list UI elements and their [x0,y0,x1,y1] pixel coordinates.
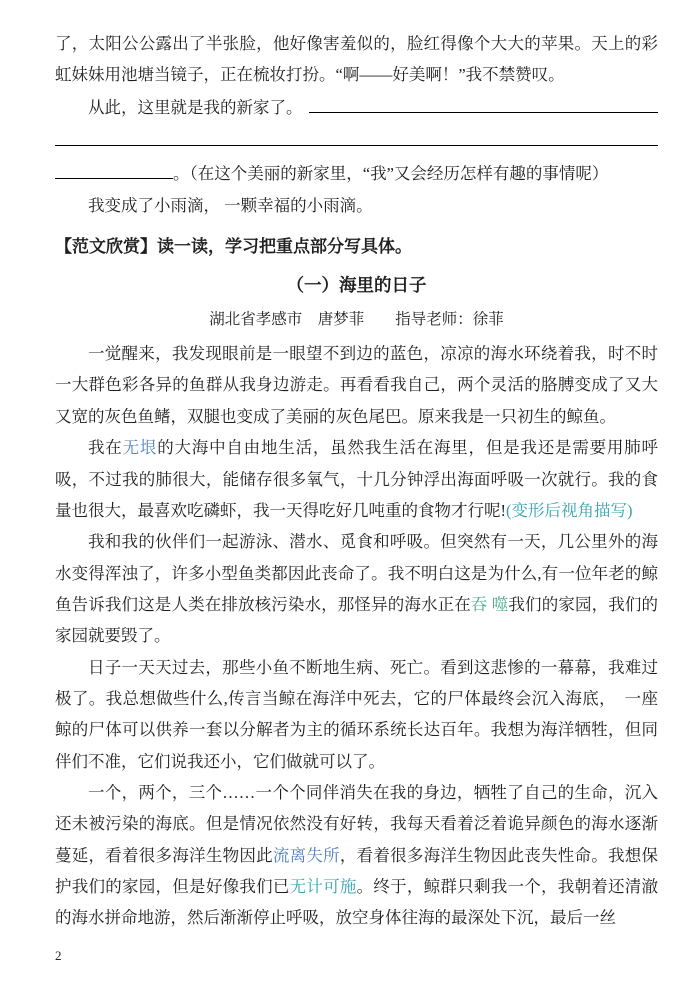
fill-in-blank-short-line [55,160,173,179]
essay-paragraph [55,652,658,777]
highlighted-word: 无计可施 [289,876,357,896]
essay-text: 一个，两个，三个……一个个同伴消失在我的身边，牺牲了自己的生命，沉入还未被污染的海底。但是情况依然没有好转，我每天看着泛着诡异颜色的海水逐渐蔓延，看着很多海洋生物因此 [55,782,658,865]
fill-in-blank-full-line [55,145,658,146]
essay-paragraph [55,777,658,934]
new-home-text: 从此，这里就是我的新家了。 [88,98,303,118]
essay-text: 的大海中自由地生活，虽然我生活在海里，但是我还是需要用肺呼吸，不过我的肺很大，能储存很多氧气，十几分钟浮出海面呼吸一次就行。我的食量也很大，最喜欢吃磷虾，我一天得吃好几吨重的食物才行呢! [55,438,658,520]
essay-paragraph [55,432,658,526]
essay-text: 日子一天天过去，那些小鱼不断地生病、死亡。看到这悲惨的一幕幕，我难过极了。我总想做些什么,传言当鲸在海洋中死去，它的尸体最终会沉入海底， 一座鲸的尸体可以供养一套以分解者为主的循环系统长达百年。我想为海洋牺牲，但同伴们不准，它们说我还小，它们做就可以了。 [55,657,658,771]
essay-text: 我在 [88,438,123,458]
hint-line [55,158,658,189]
fill-in-blank-line [309,91,659,113]
section-heading: 【范文欣赏】读一读，学习把重点部分写具体。 [55,237,412,257]
essay-paragraph [55,338,658,432]
highlighted-word: 流离失所 [272,845,340,865]
essay-text: 我和我的伙伴们一起游泳、潜水、觅食和呼吸。但突然有一天，几公里外的海水变得浑浊了，许多小型鱼类都因此丧命了。我不明白这是为什么,有一位年老的鲸鱼告诉我们这是人类在排放核污染水，那怪异的海水正在 [55,532,658,614]
page-number: 2 [55,947,62,963]
essay-text: 一觉醒来，我发现眼前是一眼望不到边的蓝色，凉凉的海水环绕着我，时不时一大群色彩各异的鱼群从我身边游走。再看看我自己，两个灵活的胳膊变成了又大又宽的灰色鱼鳍，双腿也变成了美丽的灰色尾巴。原来我是一只初生的鲸鱼。 [55,344,658,426]
essay-paragraph [55,526,658,651]
hint-text: 。（在这个美丽的新家里，“我”又会经历怎样有趣的事情呢） [173,164,609,184]
essay-text: 我们的家园，我们的家园就要毁了。 [55,594,659,646]
essay-text: 。终于，鲸群只剩我一个，我朝着还清澈的海水拼命地游，然后渐渐停止呼吸，放空身体往海的最深处下沉，最后一丝 [55,876,659,928]
raindrop-line: 我变成了小雨滴， 一颗幸福的小雨滴。 [88,195,373,215]
essay-byline: 湖北省孝感市 唐梦菲 指导老师：徐菲 [209,310,504,328]
annotation-text: (变形后视角描写) [506,500,633,520]
highlighted-word: 无垠 [122,438,158,458]
essay-text: ，看着很多海洋生物因此丧失性命。我想保护我们的家园，但是好像我们已 [55,845,659,896]
new-home-line [55,91,658,124]
paragraph-continued: 了，太阳公公露出了半张脸，他好像害羞似的，脸红得像个大大的苹果。天上的彩虹妹妹用池塘当镜子，正在梳妆打扮。“啊——好美啊！”我不禁赞叹。 [55,34,658,85]
highlighted-word: 吞 噬 [470,594,509,614]
essay-title: （一）海里的日子 [286,275,427,296]
